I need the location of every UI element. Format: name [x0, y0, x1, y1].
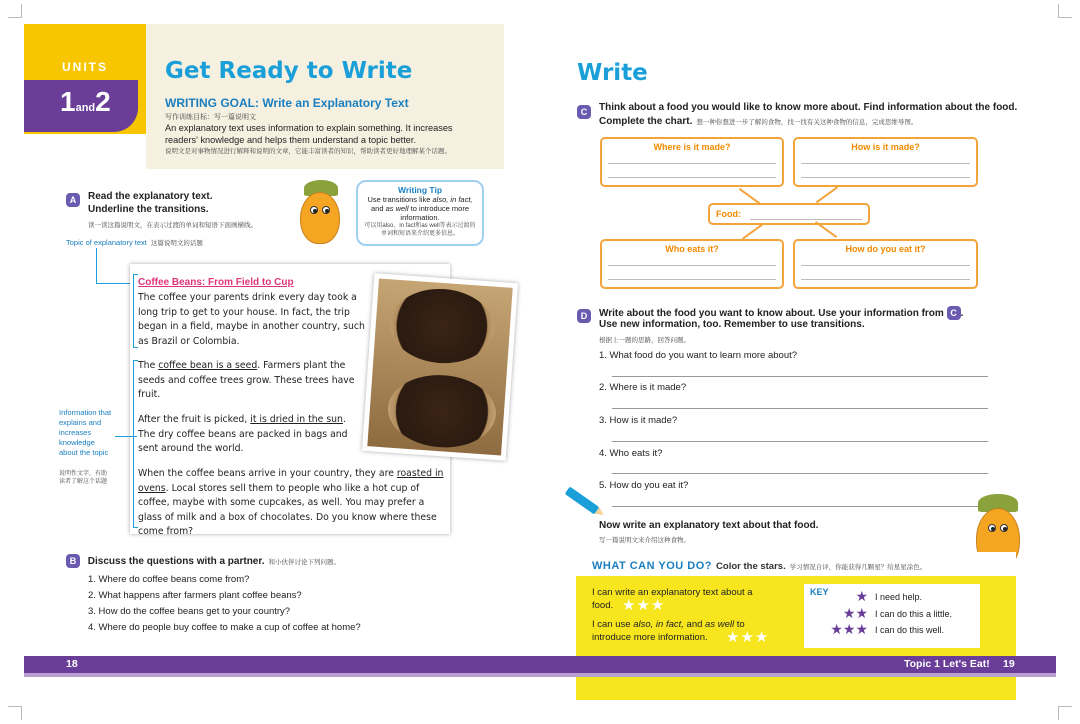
intro-text: An explanatory text uses information to explain something. It increases readers' knowledge and helps them understand a topic better. [165, 123, 453, 145]
section-a-cn: 读一读这篇说明文，在表示过渡的单词和短语下面画横线。 [88, 222, 257, 229]
crop-mark [8, 4, 22, 18]
key-title: KEY [810, 587, 829, 597]
reading-title: Coffee Beans: From Field to Cup [138, 277, 294, 288]
page-title: Get Ready to Write [165, 58, 413, 84]
section-a-line2: Underline the transitions. [88, 204, 209, 215]
writing-tip-title: Writing Tip [397, 185, 443, 195]
list-item: 2. Where is it made? [599, 382, 687, 393]
now-write-instruction: Now write an explanatory text about that food. [599, 520, 819, 531]
crop-mark [1058, 4, 1072, 18]
page-number-left: 18 [66, 658, 78, 670]
star-icon: ★★ [842, 605, 868, 621]
key-row-3: I can do this well. [875, 625, 945, 635]
section-d-line2: Use new information, too. Remember to use transitions. [599, 319, 865, 330]
write-title: Write [577, 60, 648, 86]
pencil-icon [565, 486, 600, 514]
coffee-beans-photo [362, 273, 518, 461]
answer-line[interactable] [612, 473, 988, 474]
list-item: 5. How do you eat it? [599, 480, 689, 491]
topic-leader-line [96, 248, 132, 284]
right-page [540, 0, 1080, 724]
side-note-cn: 说明性文字，有助读者了解这个话题 [59, 471, 108, 485]
writing-tip-text: Use transitions like also, in fact, and as well to introduce more information. [367, 195, 473, 222]
section-d-badge: D [577, 309, 591, 323]
answer-line[interactable] [612, 441, 988, 442]
chart-how-box[interactable]: How is it made? [793, 137, 978, 187]
page-number-right: 19 [1003, 658, 1015, 670]
side-leader-line [115, 436, 137, 437]
can-do-2: I can use also, in fact, and as well to introduce more information. [592, 619, 745, 643]
writing-goal: WRITING GOAL: Write an Explanatory Text [165, 96, 409, 110]
section-d-cn: 根据上一题的思路，回答问题。 [599, 337, 690, 344]
footer-topic: Topic 1 Let's Eat! [904, 658, 990, 670]
star-icon: ★ [855, 588, 868, 604]
units-number: 1and2 [24, 80, 138, 132]
list-item: 1. What food do you want to learn more about? [599, 350, 798, 361]
star-rating-2[interactable]: ★★★ [726, 629, 770, 646]
list-item: 4. Where do people buy coffee to make a cup of coffee at home? [88, 622, 361, 633]
discussion-questions [88, 572, 361, 636]
section-a [66, 190, 213, 215]
section-d [577, 306, 964, 330]
footer-stripe-left [24, 673, 540, 677]
list-item: 2. What happens after farmers plant coffee beans? [88, 590, 302, 601]
paragraph-2: The coffee bean is a seed. Farmers plant the seeds and coffee trees grow. These trees have fruit. [138, 360, 355, 401]
list-item: 3. How do the coffee beans get to your country? [88, 606, 291, 617]
mascot-icon [290, 180, 350, 252]
star-icon: ★★★ [830, 621, 868, 637]
chart-connector [816, 186, 838, 203]
writing-tip-cn: 可以用also、in fact和as well等表示过渡的单词和短语来介绍更多信息。 [364, 223, 476, 237]
key-row-2: I can do this a little. [875, 609, 953, 619]
section-b: B Discuss the questions with a partner. 和小伙伴讨论下列问题。 [66, 554, 340, 568]
can-do-1: I can write an explanatory text about a food. [592, 587, 753, 611]
crop-mark [8, 706, 22, 720]
key-row-1: I need help. [875, 592, 923, 602]
paragraph-4: When the coffee beans arrive in your country, they are roasted in ovens. Local stores sell them to people who like a hot cup of coffee, maybe with some cupcakes, as well. You may prefer a glass of milk and a box of chocolates. Do you know where these come from? [138, 468, 444, 538]
section-c [577, 102, 1018, 127]
chart-connector [742, 223, 764, 240]
list-item: 3. How is it made? [599, 415, 678, 426]
list-item: 4. Who eats it? [599, 448, 663, 459]
writing-goal-cn: 写作训练目标：写一篇说明文 [165, 114, 256, 121]
section-b-badge: B [66, 554, 80, 568]
intro-text-cn: 说明文是对事物情况进行解释和说明的文章，它能丰富读者的知识，帮助读者更好地理解某个话题。 [165, 148, 451, 155]
chart-where-box[interactable]: Where is it made? [600, 137, 784, 187]
answer-line[interactable] [612, 408, 988, 409]
section-c-badge: C [577, 105, 591, 119]
section-c-line1: Think about a food you would like to know more about. Find information about the food. [599, 102, 1018, 113]
side-note: Information that explains and increases knowledge about the topic [59, 408, 112, 457]
topic-note: Topic of explanatory text 这篇说明文的话题 [66, 238, 203, 247]
paragraph-3: After the fruit is picked, it is dried in the sun. The dry coffee beans are packed in bags and sent around the world. [138, 414, 348, 455]
crop-mark [1058, 706, 1072, 720]
answer-line[interactable] [612, 376, 988, 377]
footer-stripe-right [540, 673, 1056, 677]
answer-line[interactable] [612, 506, 988, 507]
paragraph-1: The coffee your parents drink every day took a long trip to get to your house. In fact, the trip began in a field, maybe in another country, such as Brazil or Colombia. [138, 292, 365, 347]
chart-who-box[interactable]: Who eats it? [600, 239, 784, 289]
chart-howeat-box[interactable]: How do you eat it? [793, 239, 978, 289]
what-can-you-do-title: WHAT CAN YOU DO? Color the stars. 学习情况自评，你能获得几颗星？给星星涂色。 [592, 560, 927, 572]
section-d-line1: Write about the food you want to know about. Use your information from C . [599, 308, 964, 319]
section-a-badge: A [66, 193, 80, 207]
section-a-line1: Read the explanatory text. [88, 191, 213, 202]
now-write-cn: 写一篇说明文来介绍这种食物。 [599, 537, 690, 544]
units-label: UNITS [62, 60, 108, 74]
footer-bar-left [24, 656, 540, 674]
chart-food-box[interactable]: Food: [708, 203, 870, 225]
star-rating-1[interactable]: ★★★ [622, 597, 666, 614]
section-c-line2: Complete the chart. 想一种你想进一步了解的食物，找一找有关这种食物的信息，完成思维导图。 [599, 116, 918, 127]
list-item: 1. Where do coffee beans come from? [88, 574, 250, 585]
writing-tip-bubble [356, 180, 484, 246]
